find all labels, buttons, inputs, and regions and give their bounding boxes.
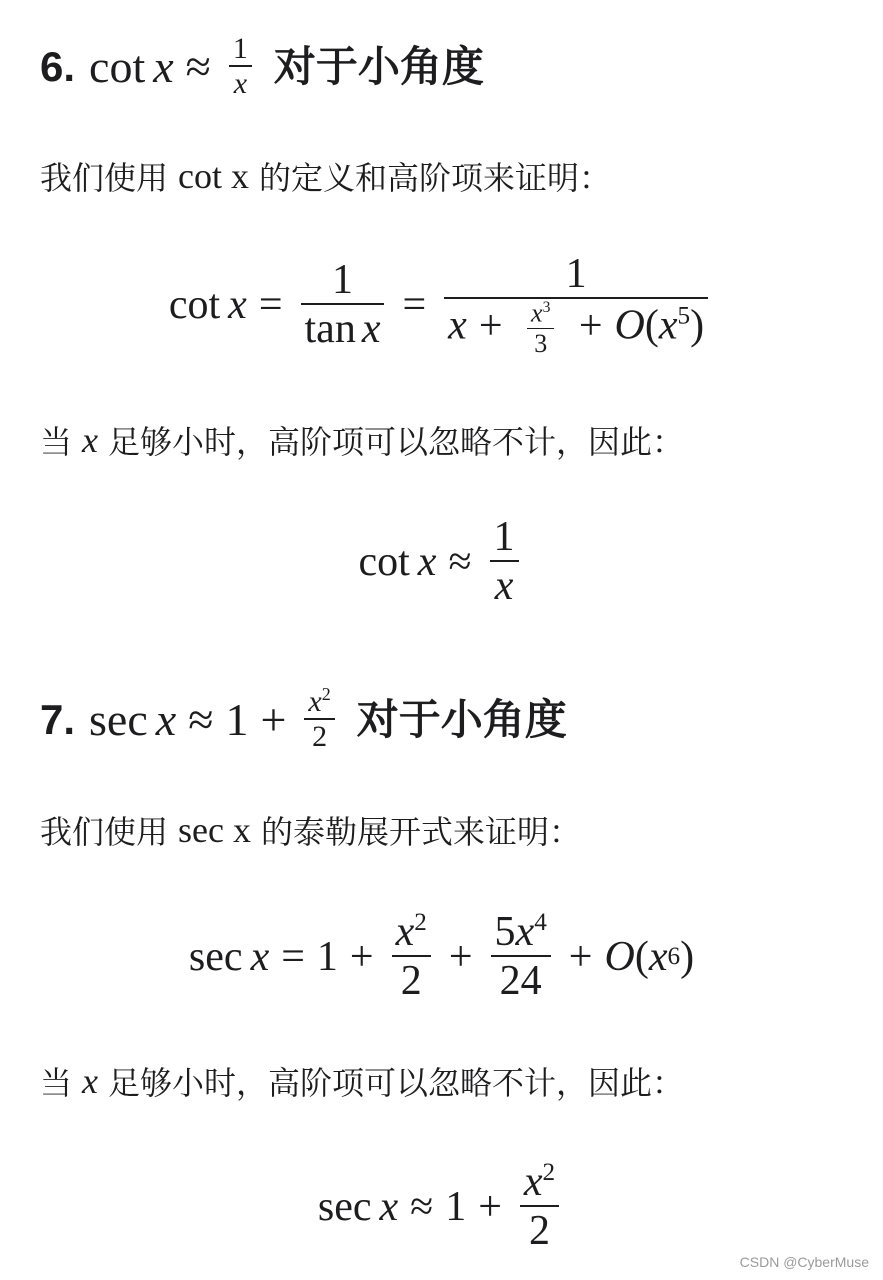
csdn-watermark: CSDN @CyberMuse [739, 1254, 869, 1270]
section6-small-before: 当 [40, 423, 73, 461]
section6-small-var: x [82, 420, 98, 460]
section6-intro [40, 152, 611, 200]
section6-small-angle-text [40, 416, 684, 464]
section6-intro-after: 的定义和高阶项来证明： [259, 159, 612, 197]
section6-small-after: 足够小时，高阶项可以忽略不计，因此： [108, 423, 685, 461]
section6-heading [40, 22, 484, 112]
section6-intro-before: 我们使用 [40, 159, 169, 197]
equation-sec-taylor: sec x = 1 + $\frac{x^2}{2}$ + $\frac{5x^4}{24}$ + O ( x 6 ) [188, 909, 695, 1005]
section6-heading-text: 对于小角度 [273, 42, 484, 91]
section7-intro-after: 的泰勒展开式来证明： [260, 813, 581, 851]
section7-small-angle-text [40, 1057, 684, 1105]
section7-intro-before: 我们使用 [40, 813, 169, 851]
equation-cot-approx: cot x ≈ $\frac{1}{x}$ [0, 505, 883, 620]
section7-heading-text: 对于小角度 [356, 694, 567, 744]
section6-heading-formula: cot x ≈ $\frac{1}{x}$ [89, 32, 258, 102]
section7-small-var: x [82, 1061, 98, 1101]
equation-cot-definition: cot x = $\frac{1}{\text{tan x}}$ = 1 x + $\frac{x^3}{3}$ + $O(x^5)$ [0, 240, 883, 370]
section7-heading-formula: sec x ≈ 1 + $\frac{x^2}{2}$ [89, 685, 341, 755]
equation-sec-approx: sec x ≈ 1 + $\frac{x^2}{2}$ [0, 1150, 883, 1265]
section7-small-before: 当 [40, 1064, 73, 1102]
section7-heading [40, 672, 567, 767]
section7-intro [40, 806, 581, 854]
section7-intro-math: sec x [178, 810, 251, 850]
section7-number: 7. [40, 695, 76, 743]
section6-intro-math: cot x [178, 156, 249, 196]
section6-number: 6. [40, 43, 76, 90]
section7-small-after: 足够小时，高阶项可以忽略不计，因此： [108, 1064, 685, 1102]
